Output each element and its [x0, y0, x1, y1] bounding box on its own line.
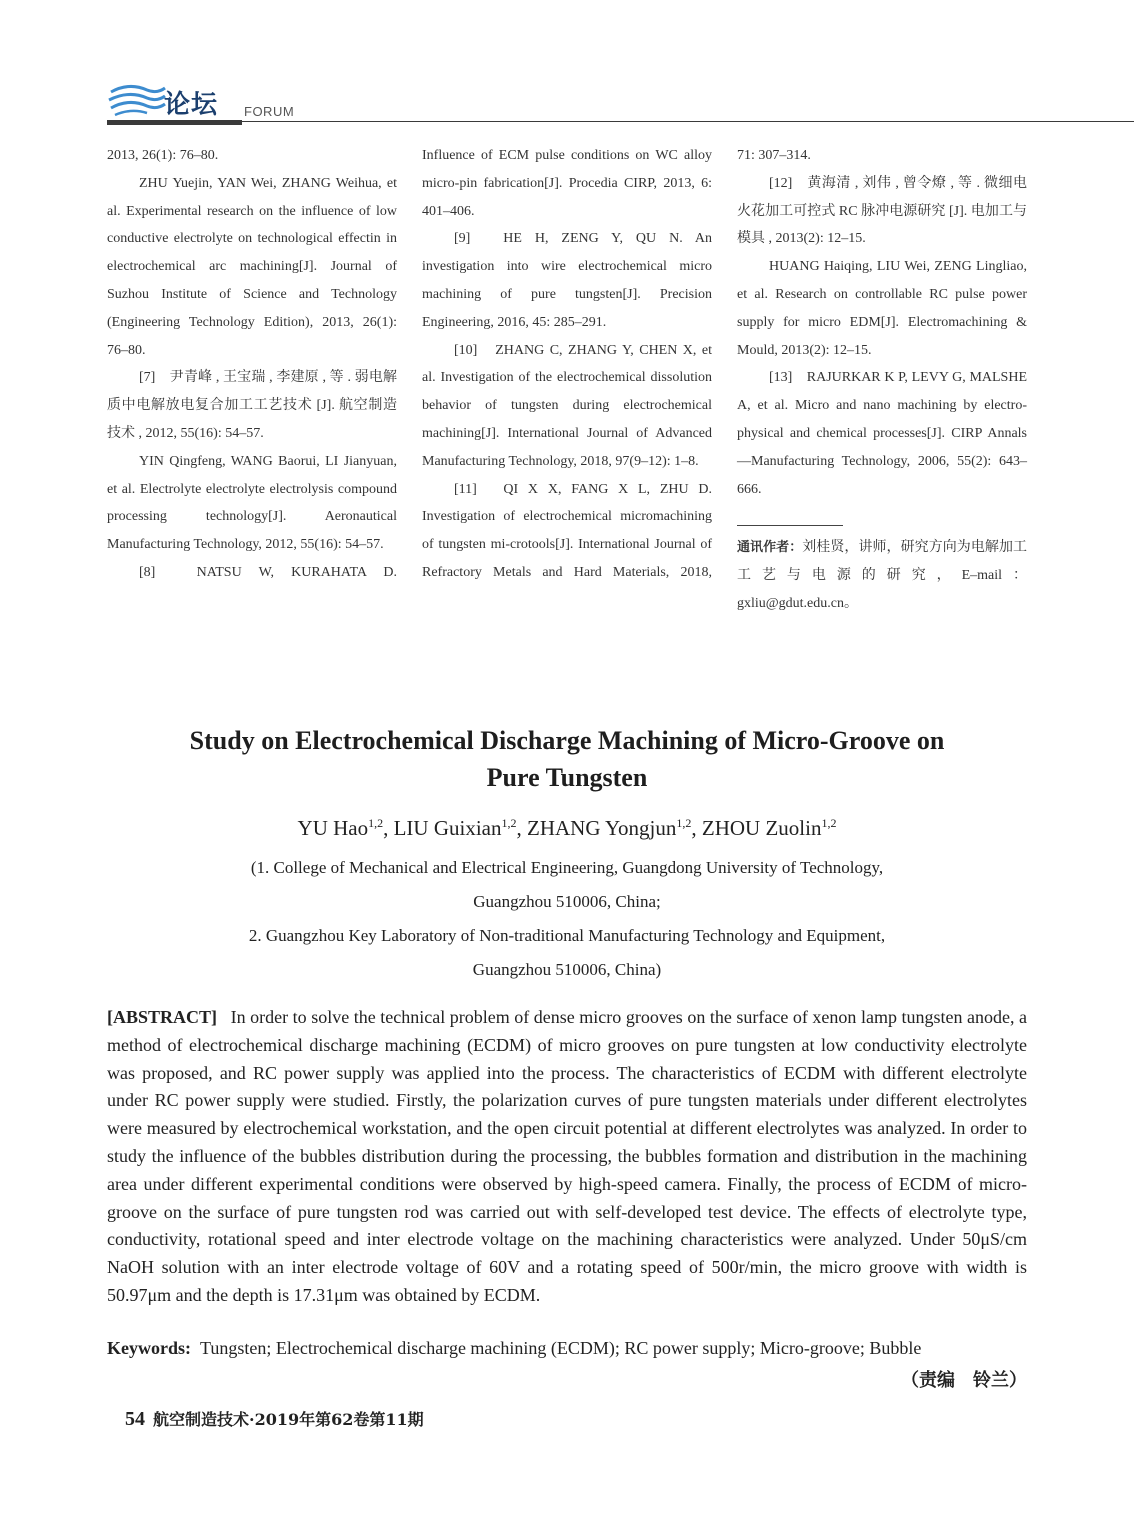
correspondence-label: 通讯作者：: [737, 540, 803, 556]
journal-logo-icon: [107, 80, 167, 120]
abstract: [107, 1004, 1027, 1310]
reference-entry: [10] ZHANG C, ZHANG Y, CHEN X, et al. Investigation of the electrochemical dissolution behavior of tungsten during electrochemical machining[J]. International Journal of Advanced Manufacturing Technology, 2018, 97(9–12): 1–8.: [422, 342, 712, 469]
section-title-cn: 论坛: [164, 90, 219, 120]
author-list: YU Hao$^{1,2}$, LIU Guixian$^{1,2}$, ZHANG Yongjun$^{1,2}$, ZHOU Zuolin$^{1,2}$: [297, 816, 837, 840]
author-affiliation-mark: 1,2: [821, 816, 837, 830]
author-affiliation-mark: 1,2: [501, 816, 517, 830]
correspondence-note: [737, 534, 1027, 617]
reference-entry: Influence of ECM pulse conditions on WC alloy micro-pin fabrication[J]. Procedia CIRP, 2013, 6: 401–406.: [422, 148, 712, 219]
author-name: ZHOU Zuolin: [701, 816, 822, 840]
references-column-2: [422, 142, 712, 587]
reference-entry: [8] NATSU W, KURAHATA D.: [139, 564, 397, 580]
affiliation-line: (1. College of Mechanical and Electrical Engineering, Guangdong University of Technology,: [250, 858, 884, 877]
reference-entry: [12] 黄海清 , 刘伟 , 曾令燎 , 等 . 微细电火花加工可控式 RC 脉冲电源研究 [J]. 电加工与模具 , 2013(2): 12–15.: [737, 175, 1027, 247]
article-title-line-1: Study on Electrochemical Discharge Machining of Micro-Groove on: [189, 726, 945, 755]
keywords-text: Tungsten; Electrochemical discharge machining (ECDM); RC power supply; Micro-groove; Bubble: [200, 1338, 922, 1358]
affiliation-line: Guangzhou 510006, China;: [473, 892, 661, 911]
header-bar: [107, 120, 242, 125]
affiliation-line: Guangzhou 510006, China): [472, 960, 662, 979]
reference-entry: [9] HE H, ZENG Y, QU N. An investigation into wire electrochemical micro machining of pure tungsten[J]. Precision Engineering, 2016, 45: 285–291.: [422, 231, 712, 330]
journal-issue: 航空制造技术·2019年第62卷第11期: [153, 1410, 424, 1429]
author-affiliation-mark: 1,2: [676, 816, 692, 830]
section-title-en: FORUM: [244, 104, 295, 119]
header-rule: [242, 121, 1134, 122]
abstract-text: In order to solve the technical problem of dense micro grooves on the surface of xenon lamp tungsten anode, a method of electrochemical discharge machining (ECDM) of micro grooves on pure tungsten at low conductivity electrolyte was proposed, and RC power supply was applied into the process. The characteristics of ECDM with different electrolyte under RC power supply were studied. Firstly, the polarization curves of pure tungsten materials under different electrolytes were measured by electrochemical workstation, and the open circuit potential at different electrolytes was analyzed. In order to study the influence of the bubbles distribution during the processing, the bubbles formation and distribution in the machining area under different experimental conditions were observed by high-speed camera. Finally, the process of ECDM of micro-groove on the surface of pure tungsten rod was carried out with self-developed test device. The effects of electrolyte type, conductivity, rotational speed and inter electrode voltage on the machining characteristics were analyzed. Under 50μS/cm NaOH solution with an inter electrode voltage of 60V and a rotating speed of 500r/min, the micro groove with width is 50.97μm and the depth is 17.31μm was obtained by ECDM.: [107, 1007, 1028, 1305]
reference-entry: YIN Qingfeng, WANG Baorui, LI Jianyuan, et al. Electrolyte electrolyte electrolysis compound processing technology[J]. Aeronautical Manufacturing Technology, 2012, 55(16): 54–57.: [107, 453, 397, 553]
reference-entry: [13] RAJURKAR K P, LEVY G, MALSHE A, et al. Micro and nano machining by electro-physical and chemical processes[J]. CIRP Annals—Manufacturing Technology, 2006, 55(2): 643–666.: [737, 370, 1027, 497]
footnote-rule: [737, 525, 843, 526]
author-name: ZHANG Yongjun: [527, 816, 677, 840]
abstract-label: [ABSTRACT]: [107, 1007, 218, 1027]
references-column-3: [737, 142, 1027, 618]
reference-entry: HUANG Haiqing, LIU Wei, ZENG Lingliao, et al. Research on controllable RC pulse power supply for micro EDM[J]. Electromachining & Mould, 2013(2): 12–15.: [737, 259, 1027, 358]
editor-note: （责编 铃兰）: [901, 1370, 1027, 1391]
page-footer: [125, 1407, 424, 1431]
reference-entry: [7] 尹青峰 , 王宝瑞 , 李建原 , 等 . 弱电解质中电解放电复合加工工艺技术 [J]. 航空制造技术 , 2012, 55(16): 54–57.: [107, 370, 397, 441]
reference-entry: [11] QI X X, FANG X L, ZHU D. Investigation of electrochemical micromachining of tungsten mi-crotools[J]. International Journal of Refractory Metals and Hard Materials, 2018,: [422, 481, 712, 580]
reference-entry: 71: 307–314.: [737, 148, 811, 163]
references-column-1: [107, 142, 397, 587]
article-title: [107, 722, 1027, 796]
keywords: [107, 1338, 1027, 1359]
article-title-line-2: Pure Tungsten: [486, 763, 648, 792]
reference-entry: ZHU Yuejin, YAN Wei, ZHANG Weihua, et al. Experimental research on the influence of low conductive electrolyte on technological effectin in electrochemical arc machining[J]. Journal of Suzhou Institute of Science and Technology (Engineering Technology Edition), 2013, 26(1): 76–80.: [107, 175, 397, 358]
affiliation-line: 2. Guangzhou Key Laboratory of Non-traditional Manufacturing Technology and Equipment,: [248, 926, 886, 945]
keywords-label: Keywords:: [107, 1338, 191, 1358]
affiliations: [107, 851, 1027, 987]
page-header: [107, 78, 1134, 128]
correspondence-text: 刘桂贤，讲师，研究方向为电解加工工艺与电源的研究，E–mail：gxliu@gdut.edu.cn。: [737, 540, 1027, 611]
author-affiliation-mark: 1,2: [368, 816, 384, 830]
page-number: 54: [125, 1408, 145, 1430]
author-name: YU Hao: [297, 816, 369, 840]
reference-entry: 2013, 26(1): 76–80.: [107, 148, 219, 163]
author-name: LIU Guixian: [393, 816, 502, 840]
